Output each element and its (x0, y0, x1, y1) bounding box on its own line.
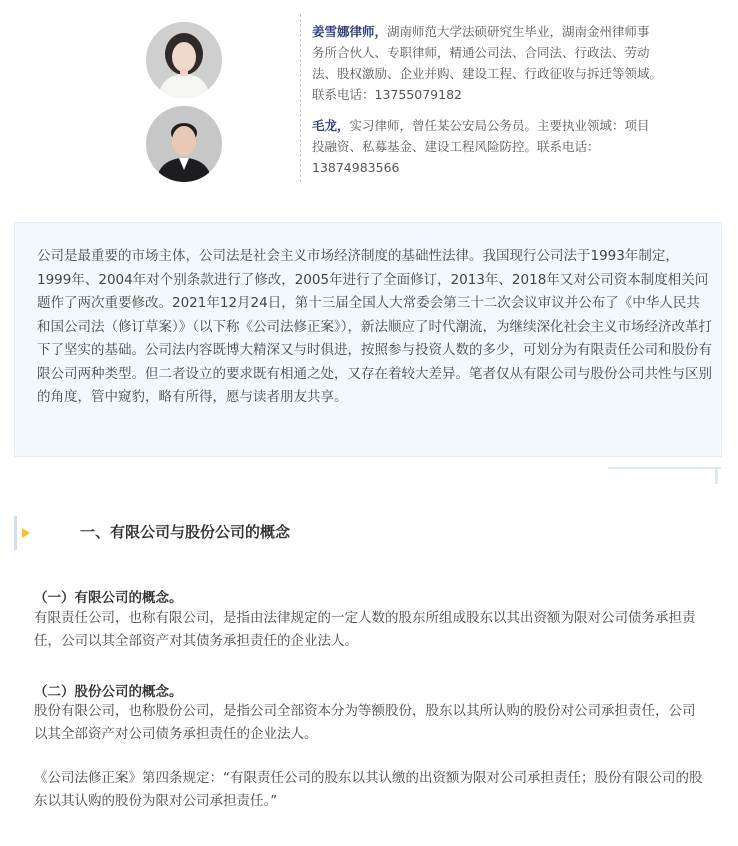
subsection-title-joint-stock: （二）股份公司的概念。 (34, 684, 183, 700)
author-bio-mao-text: 实习律师，曾任某公安局公务员。主要执业领域：项目投融资、私募基金、建设工程风险防控。联系电话：13874983566 (312, 118, 650, 175)
author-photo-mao (146, 106, 222, 182)
author-divider (300, 14, 301, 182)
author-bio-jiang-text: 湖南师范大学法硕研究生毕业，湖南金州律师事务所合伙人、专职律师，精通公司法、合同法、行政法、劳动法、股权激励、企业并购、建设工程、行政征收与拆迁等领域。联系电话：13755079182 (312, 24, 663, 102)
paragraph-limited: 有限责任公司，也称有限公司，是指由法律规定的一定人数的股东所组成股东以其出资额为限对公司债务承担责任，公司以其全部资产对其债务承担责任的企业法人。 (34, 610, 696, 649)
author-photo-jiang (146, 22, 222, 98)
section-title: 一、有限公司与股份公司的概念 (80, 523, 291, 541)
section-heading (14, 516, 714, 550)
decorative-corner (715, 469, 718, 484)
author-bio-jiang (312, 21, 662, 105)
author-name-jiang: 姜雪娜律师， (312, 24, 388, 39)
intro-box (14, 222, 722, 457)
author-portrait-male (146, 106, 222, 182)
paragraph-quote: 《公司法修正案》第四条规定：“有限责任公司的股东以其认缴的出资额为限对公司承担责任；股份有限公司的股东以其认购的股份为限对公司承担责任。” (34, 770, 703, 809)
triangle-marker-icon (22, 528, 30, 538)
paragraph-joint-stock: 股份有限公司，也称股份公司，是指公司全部资本分为等额股份，股东以其所认购的股份对公司承担责任，公司以其全部资产对公司债务承担责任的企业法人。 (34, 703, 696, 742)
subsection-title-limited: （一）有限公司的概念。 (34, 590, 183, 606)
author-portrait-female (146, 22, 222, 98)
decorative-line (608, 467, 721, 469)
author-name-mao: 毛龙， (312, 118, 350, 133)
intro-paragraph: 公司是最重要的市场主体，公司法是社会主义市场经济制度的基础性法律。我国现行公司法于1993年制定，1999年、2004年对个别条款进行了修改，2005年进行了全面修订，2013年、2018年又对公司资本制度相关问题作了两次重要修改。2021年12月24日，第十三届全国人大常委会第三十二次会议审议并公布了《中华人民共和国公司法（修订草案）》（以下称《公司法修正案》），新法顺应了时代潮流，为继续深化社会主义市场经济改革打下了坚实的基础。公司法内容既博大精深又与时俱进，按照参与投资人数的多少，可划分为有限责任公司和股份有限公司两种类型。但二者设立的要求既有相通之处，又存在着较大差异。笔者仅从有限公司与股份公司共性与区别的角度，管中窥豹，略有所得，愿与读者朋友共享。 (37, 248, 712, 405)
section-accent-bar (14, 516, 17, 550)
author-block (0, 0, 738, 200)
author-bio-mao (312, 115, 662, 178)
